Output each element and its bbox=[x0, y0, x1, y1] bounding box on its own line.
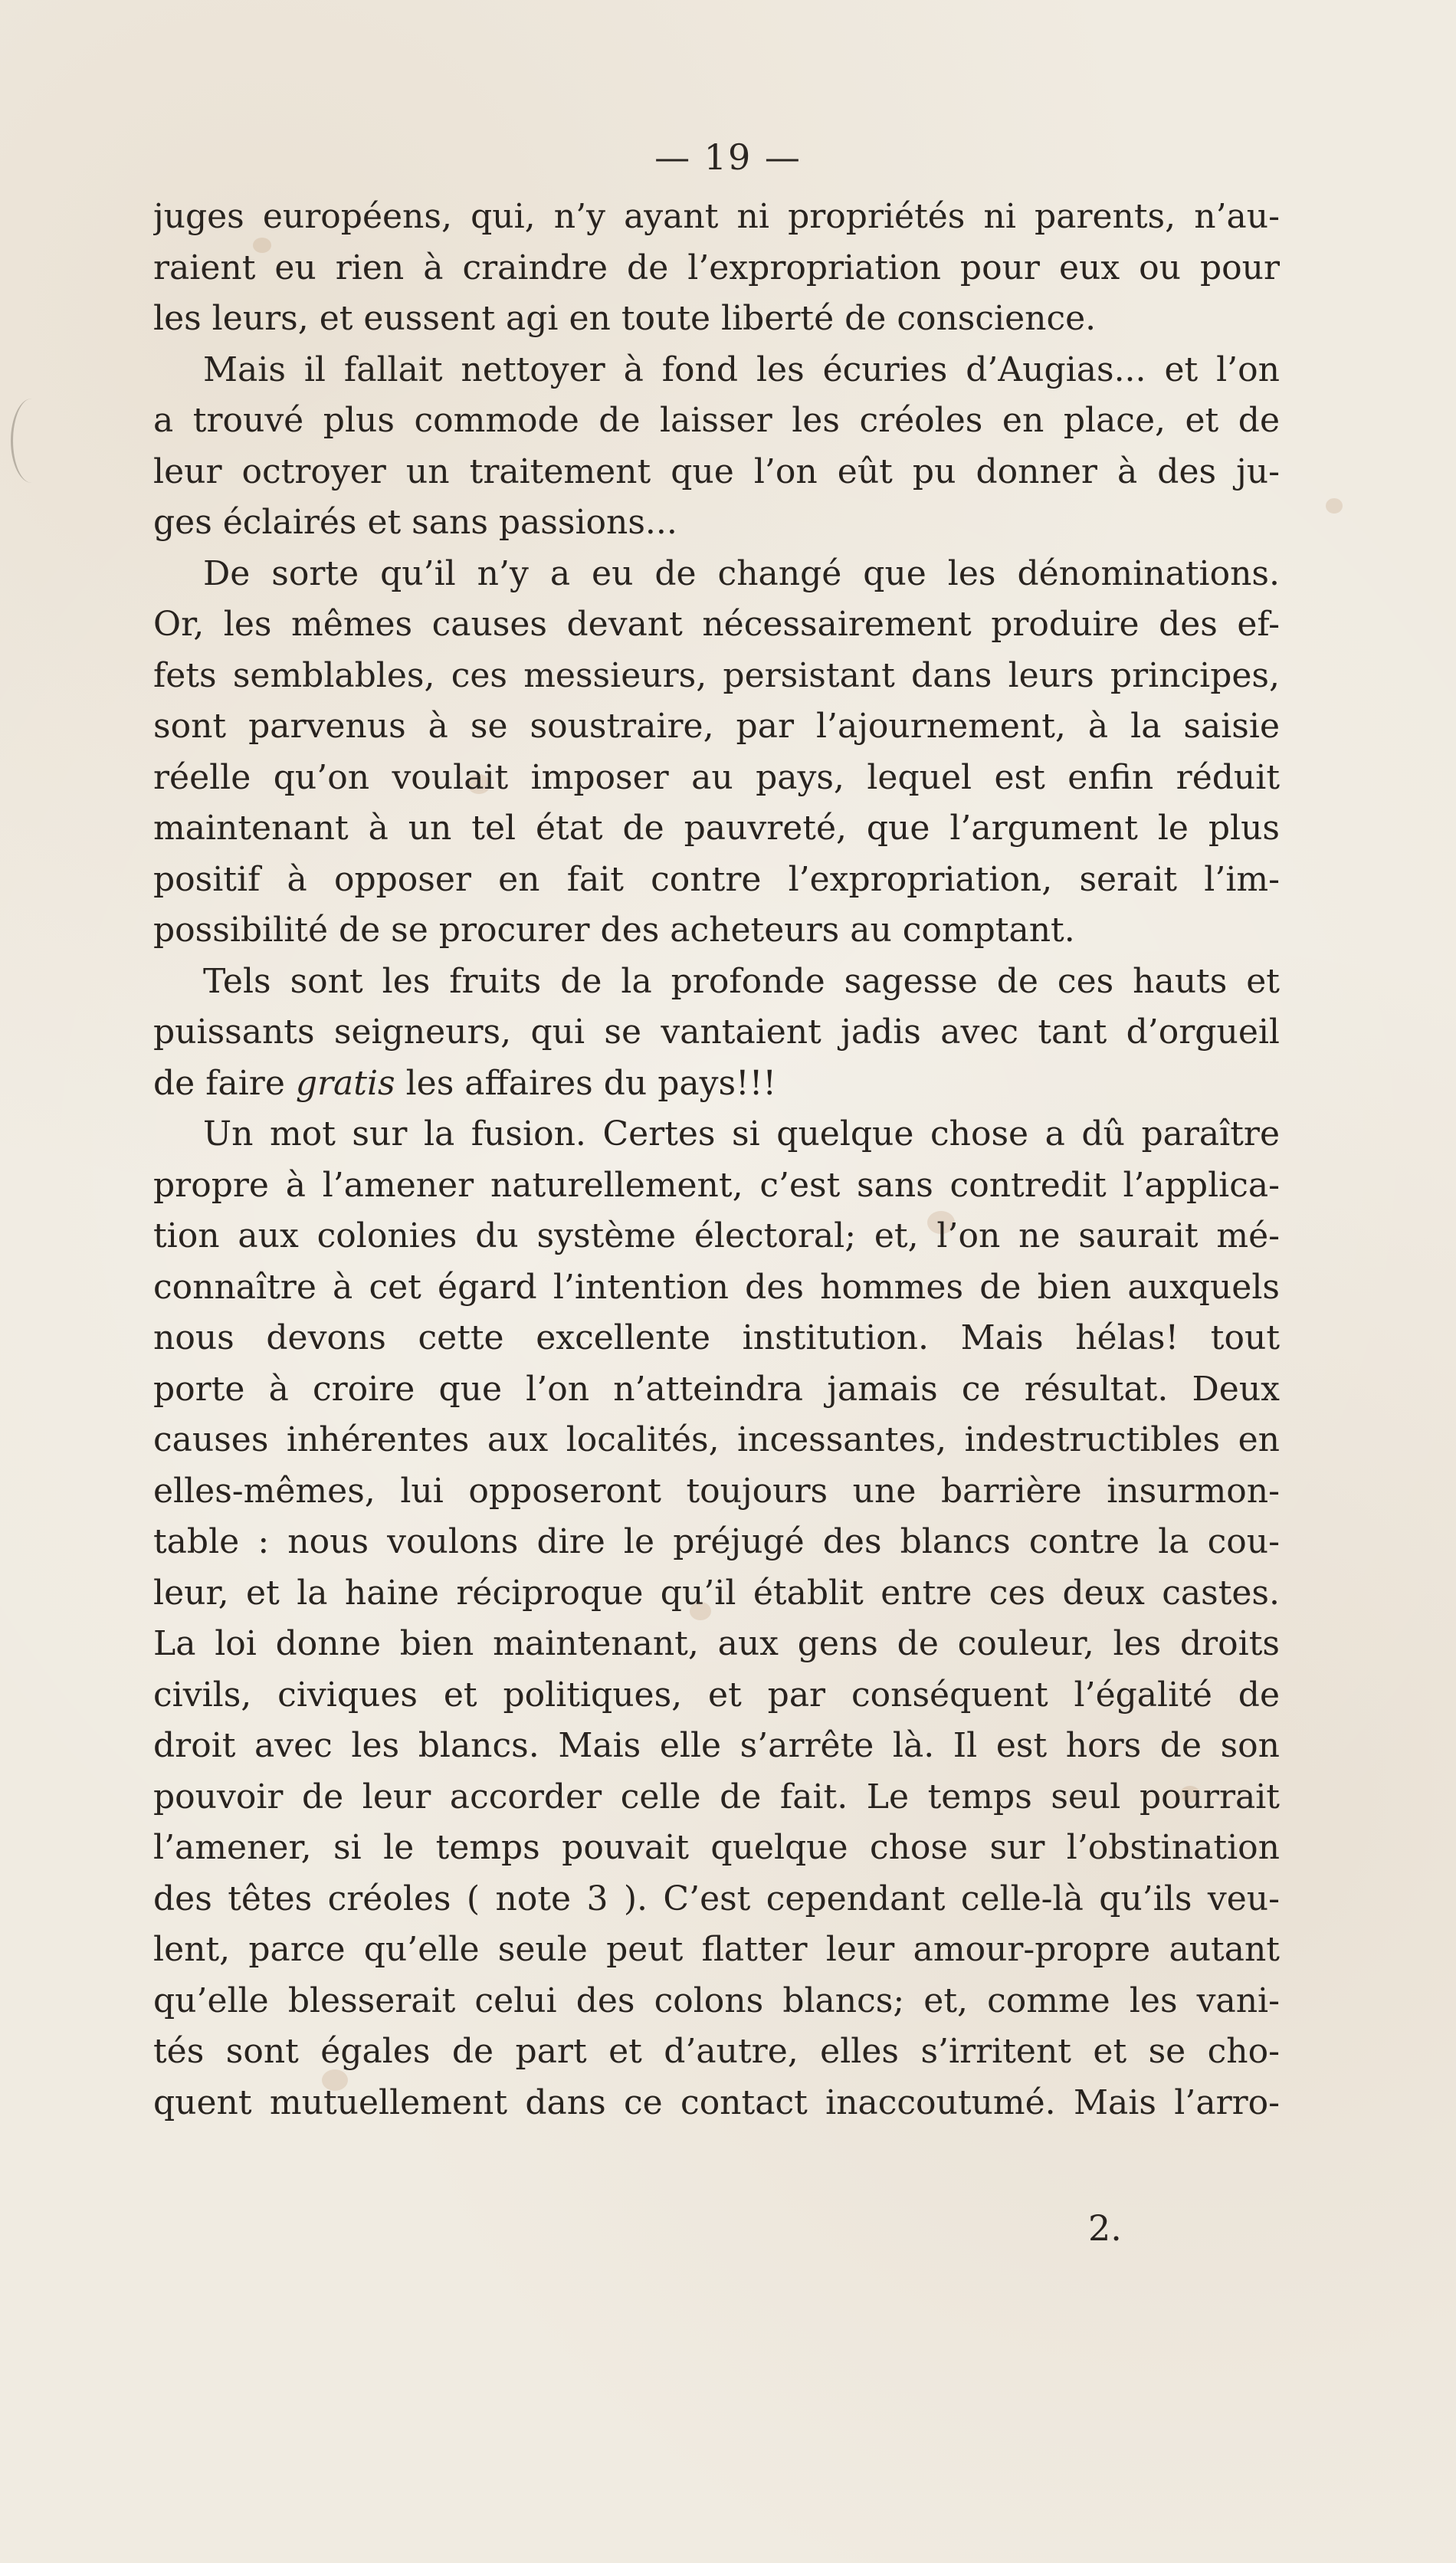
text-line: causes inhérentes aux localités, incessantes, indestructibles en bbox=[153, 1420, 1280, 1459]
text-line: elles-mêmes, lui opposeront toujours une barrière insurmon- bbox=[153, 1471, 1280, 1511]
text-line: l’amener, si le temps pouvait quelque chose sur l’obstination bbox=[153, 1828, 1280, 1867]
text-line: lent, parce qu’elle seule peut flatter leur amour-propre autant bbox=[153, 1930, 1280, 1969]
text-line: quent mutuellement dans ce contact inaccoutumé. Mais l’arro- bbox=[153, 2082, 1280, 2122]
body-text bbox=[153, 192, 1280, 2128]
text-line: tés sont égales de part et d’autre, elles s’irritent et se cho- bbox=[153, 2032, 1280, 2071]
text-line: ges éclairés et sans passions... bbox=[153, 503, 677, 542]
text-line: porte à croire que l’on n’atteindra jamais ce résultat. Deux bbox=[153, 1369, 1280, 1409]
text-line: De sorte qu’il n’y a eu de changé que les dénominations. bbox=[203, 553, 1280, 593]
text-line: propre à l’amener naturellement, c’est sans contredit l’applica- bbox=[153, 1165, 1280, 1205]
text-line: table : nous voulons dire le préjugé des blancs contre la cou- bbox=[153, 1522, 1280, 1561]
text-line: Or, les mêmes causes devant nécessairement produire des ef- bbox=[153, 605, 1280, 644]
text-line: droit avec les blancs. Mais elle s’arrête là. Il est hors de son bbox=[153, 1726, 1280, 1765]
text-line: réelle qu’on voulait imposer au pays, lequel est enfin réduit bbox=[153, 757, 1280, 797]
text-line: civils, civiques et politiques, et par conséquent l’égalité de bbox=[153, 1675, 1280, 1715]
text-line: La loi donne bien maintenant, aux gens de couleur, les droits bbox=[153, 1624, 1280, 1663]
text-line: Un mot sur la fusion. Certes si quelque chose a dû paraître bbox=[203, 1114, 1280, 1154]
text-line: leur octroyer un traitement que l’on eût pu donner à des ju- bbox=[153, 451, 1280, 491]
margin-pencil-mark bbox=[11, 399, 53, 483]
text-line: de faire gratis les affaires du pays!!! bbox=[153, 1063, 777, 1103]
text-line: pouvoir de leur accorder celle de fait. Le temps seul pourrait bbox=[153, 1777, 1280, 1816]
text-line: raient eu rien à craindre de l’expropriation pour eux ou pour bbox=[153, 248, 1280, 287]
text-line: nous devons cette excellente institution. Mais hélas! tout bbox=[153, 1318, 1280, 1357]
text-line: des têtes créoles ( note 3 ). C’est cependant celle-là qu’ils veu- bbox=[153, 1879, 1280, 1918]
text-line: sont parvenus à se soustraire, par l’ajournement, à la saisie bbox=[153, 707, 1280, 746]
text-line: Tels sont les fruits de la profonde sagesse de ces hauts et bbox=[203, 961, 1280, 1001]
text-line: positif à opposer en fait contre l’expropriation, serait l’im- bbox=[153, 859, 1280, 899]
text-line: les leurs, et eussent agi en toute liberté de conscience. bbox=[153, 299, 1097, 338]
text-line: qu’elle blesserait celui des colons blancs; et, comme les vani- bbox=[153, 1980, 1280, 2020]
text-line: fets semblables, ces messieurs, persistant dans leurs principes, bbox=[153, 655, 1280, 695]
text-line: connaître à cet égard l’intention des hommes de bien auxquels bbox=[153, 1267, 1280, 1307]
text-line: Mais il fallait nettoyer à fond les écuries d’Augias... et l’on bbox=[203, 350, 1280, 389]
foxing-stain bbox=[1326, 498, 1343, 514]
text-line: a trouvé plus commode de laisser les créoles en place, et de bbox=[153, 401, 1280, 440]
text-line: puissants seigneurs, qui se vantaient jadis avec tant d’orgueil bbox=[153, 1012, 1280, 1052]
signature-mark: 2. bbox=[1088, 2207, 1122, 2249]
text-line: maintenant à un tel état de pauvreté, que l’argument le plus bbox=[153, 809, 1280, 848]
text-line: possibilité de se procurer des acheteurs au comptant. bbox=[153, 911, 1075, 950]
text-line: leur, et la haine réciproque qu’il établit entre ces deux castes. bbox=[153, 1573, 1280, 1613]
page-number: — 19 — bbox=[654, 136, 802, 178]
text-line: tion aux colonies du système électoral; et, l’on ne saurait mé- bbox=[153, 1216, 1280, 1255]
text-line: juges européens, qui, n’y ayant ni propriétés ni parents, n’au- bbox=[153, 197, 1280, 236]
